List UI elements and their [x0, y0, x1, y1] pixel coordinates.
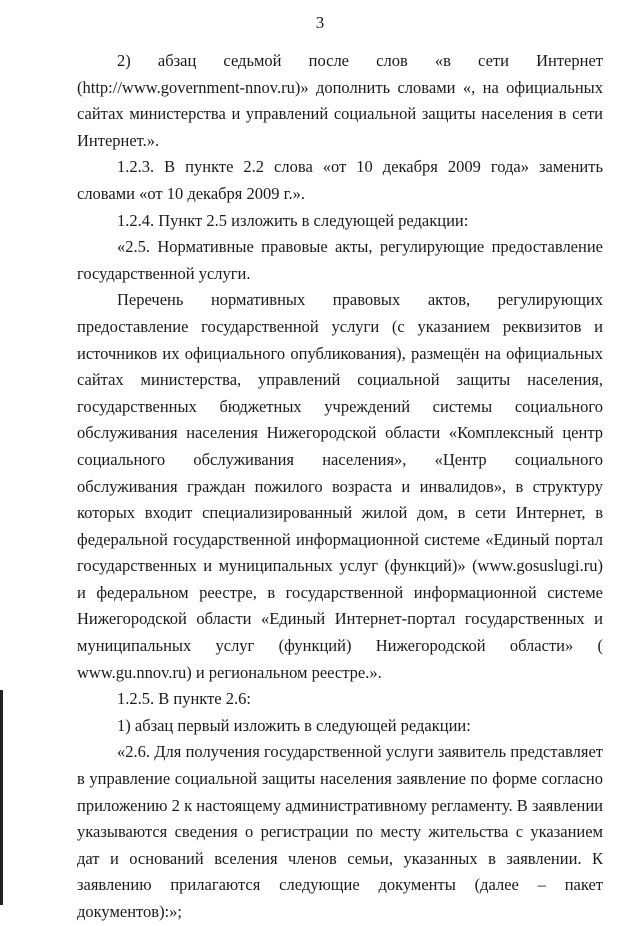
paragraph-2-5-heading: «2.5. Нормативные правовые акты, регулирующие предоставление государственной услуги.: [77, 237, 603, 283]
paragraph-perechen: Перечень нормативных правовых актов, регулирующих предоставление государственной услуги (с указанием реквизитов и источников их официального опубликования), размещён на официальных сайтах министерства, управлений социальной защиты населения, государственных бюджетных учреждений системы социального обслуживания населения Нижегородской области «Комплексный центр социального обслуживания населения», «Центр социального обслуживания граждан пожилого возраста и инвалидов», в структуру которых входит специализированный жилой дом, в сети Интернет, в федеральной государственной информационной системе «Единый портал государственных и муниципальных услуг (функций)» (www.gosuslugi.ru) и федеральном реестре, в государственной информационной системе Нижегородской области «Единый Интернет-портал государственных и муниципальных услуг (функций) Нижегородской области» ( www.gu.nnov.ru) и региональном реестре.».: [77, 290, 603, 682]
paragraph-item-1-abzac-pervyi: 1) абзац первый изложить в следующей редакции:: [117, 715, 471, 735]
paragraph-2-6: «2.6. Для получения государственной услуги заявитель представляет в управление социальной защиты населения заявление по форме согласно приложению 2 к настоящему административному регламенту. В заявлении указываются сведения о регистрации по месту жительства с указанием дат и оснований вселения членов семьи, указанных в заявлении. К заявлению прилагаются следующие документы (далее – пакет документов):»;: [77, 742, 603, 921]
paragraph-1-2-4: 1.2.4. Пункт 2.5 изложить в следующей редакции:: [117, 210, 469, 230]
paragraph-1-2-5: 1.2.5. В пункте 2.6:: [117, 689, 251, 709]
paragraph-1-2-3: 1.2.3. В пункте 2.2 слова «от 10 декабря 2009 года» заменить словами «от 10 декабря 2009 г.».: [77, 157, 603, 203]
page-number: 3: [315, 13, 325, 32]
scan-edge-mark: [0, 690, 3, 905]
paragraph-item-2-abzac-sedmoi: 2) абзац седьмой после слов «в сети Интернет (http://www.government-nnov.ru)» дополнить словами «, на официальных сайтах министерства и управлений социальной защиты населения в сети Интернет.».: [77, 51, 603, 150]
document-body: [77, 48, 603, 926]
